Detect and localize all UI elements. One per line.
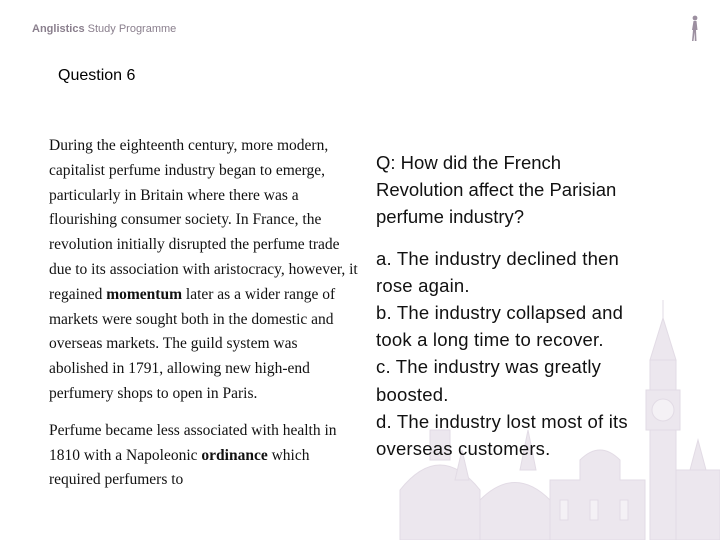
reading-passage (49, 134, 359, 505)
passage-text: During the eighteenth century, more modern, capitalist perfume industry began to emerge, particularly in Britain where there was a flourishing consumer society. In France, the revolution initially disrupted the perfume trade due to its association with aristocracy, however, it regained (49, 137, 358, 303)
passage-text: later as a wider range of markets were sought both in the domestic and overseas markets. The guild system was abolished in 1791, allowing new high-end perfumery shops to open in Paris. (49, 285, 336, 402)
passage-paragraph-2 (49, 419, 359, 493)
passage-text: Perfume became less associated with health in 1810 with a Napoleonic (49, 421, 337, 464)
passage-text: which required perfumers to (49, 446, 310, 489)
answer-option-d[interactable]: d. The industry lost most of its overseas customers. (376, 410, 628, 460)
vocab-term-ordinance: ordinance (201, 446, 268, 464)
answer-option-a[interactable]: a. The industry declined then rose again. (376, 247, 620, 296)
answer-option-c[interactable]: c. The industry was greatly boosted. (376, 356, 602, 405)
passage-paragraph-1 (49, 134, 359, 407)
header-programme: Study Programme (87, 23, 177, 35)
answer-option-b[interactable]: b. The industry collapsed and took a long time to recover. (376, 302, 624, 351)
question-block (376, 149, 651, 462)
vocab-term-momentum: momentum (106, 285, 183, 303)
figure-logo-icon (687, 14, 703, 44)
question-prompt: Q: How did the French Revolution affect the Parisian perfume industry? (376, 152, 617, 228)
header-brand: Anglistics (32, 23, 85, 35)
question-title: Question 6 (58, 67, 136, 84)
header (32, 23, 176, 35)
